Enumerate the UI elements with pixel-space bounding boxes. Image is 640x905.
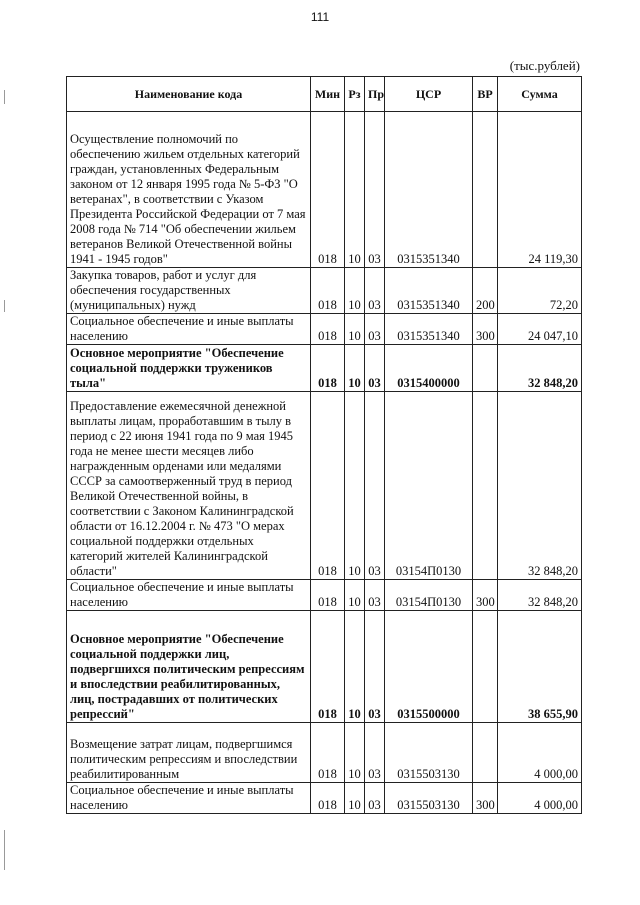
row-csr: 0315503130	[385, 783, 473, 814]
row-csr: 0315500000	[385, 611, 473, 723]
row-pr: 03	[365, 268, 385, 314]
row-pr: 03	[365, 611, 385, 723]
row-rz: 10	[345, 392, 365, 580]
row-name: Основное мероприятие "Обеспечение социальной поддержки тружеников тыла"	[67, 345, 311, 392]
row-rz: 10	[345, 580, 365, 611]
row-csr: 0315351340	[385, 268, 473, 314]
column-header-pr: Пр	[365, 77, 385, 112]
scan-mark	[4, 90, 5, 104]
row-csr: 0315351340	[385, 314, 473, 345]
row-name: Закупка товаров, работ и услуг для обеспечения государственных (муниципальных) нужд	[67, 268, 311, 314]
row-pr: 03	[365, 723, 385, 783]
scan-mark	[4, 300, 5, 312]
row-rz: 10	[345, 611, 365, 723]
row-vr: 200	[473, 268, 498, 314]
row-vr: 300	[473, 783, 498, 814]
table-row	[67, 112, 582, 268]
row-pr: 03	[365, 580, 385, 611]
row-sum: 24 047,10	[498, 314, 582, 345]
table-row	[67, 314, 582, 345]
row-name: Социальное обеспечение и иные выплаты населению	[67, 783, 311, 814]
row-min: 018	[311, 268, 345, 314]
column-header-csr: ЦСР	[385, 77, 473, 112]
budget-table	[66, 76, 582, 814]
table-row	[67, 611, 582, 723]
row-min: 018	[311, 611, 345, 723]
row-csr: 0315400000	[385, 345, 473, 392]
row-vr	[473, 723, 498, 783]
column-header-vr: ВР	[473, 77, 498, 112]
row-name: Основное мероприятие "Обеспечение социальной поддержки лиц, подвергшихся политическим репрессиям и впоследствии реабилитированных, лиц, пострадавших от политических репрессий"	[67, 611, 311, 723]
row-sum: 32 848,20	[498, 345, 582, 392]
table-header-row	[67, 77, 582, 112]
row-name: Социальное обеспечение и иные выплаты населению	[67, 580, 311, 611]
row-csr: 0315351340	[385, 112, 473, 268]
row-pr: 03	[365, 112, 385, 268]
row-pr: 03	[365, 392, 385, 580]
row-sum: 32 848,20	[498, 392, 582, 580]
column-header-sum: Сумма	[498, 77, 582, 112]
units-label: (тыс.рублей)	[509, 58, 580, 73]
row-vr	[473, 345, 498, 392]
row-sum: 4 000,00	[498, 723, 582, 783]
table-row	[67, 392, 582, 580]
row-rz: 10	[345, 314, 365, 345]
table-row	[67, 268, 582, 314]
row-pr: 03	[365, 314, 385, 345]
table-row	[67, 723, 582, 783]
row-vr: 300	[473, 314, 498, 345]
column-header-name: Наименование кода	[67, 77, 311, 112]
row-min: 018	[311, 723, 345, 783]
row-min: 018	[311, 392, 345, 580]
row-sum: 72,20	[498, 268, 582, 314]
row-pr: 03	[365, 783, 385, 814]
table-row	[67, 783, 582, 814]
column-header-rz: Рз	[345, 77, 365, 112]
row-min: 018	[311, 783, 345, 814]
row-name: Предоставление ежемесячной денежной выплаты лицам, проработавшим в тылу в период с 22 июня 1941 года по 9 мая 1945 года не менее шести месяцев либо награжденным орденами или медалями СССР за самоотверженный труд в период Великой Отечественной войны, в соответствии с Законом Калининградской области от 16.12.2004 г. № 473 "О мерах социальной поддержки отдельных категорий жителей Калининградской области"	[67, 392, 311, 580]
row-vr	[473, 112, 498, 268]
row-rz: 10	[345, 345, 365, 392]
row-name: Возмещение затрат лицам, подвергшимся политическим репрессиям и впоследствии реабилитированным	[67, 723, 311, 783]
row-sum: 4 000,00	[498, 783, 582, 814]
row-name: Социальное обеспечение и иные выплаты населению	[67, 314, 311, 345]
row-vr	[473, 611, 498, 723]
row-rz: 10	[345, 112, 365, 268]
row-pr: 03	[365, 345, 385, 392]
row-rz: 10	[345, 783, 365, 814]
row-name: Осуществление полномочий по обеспечению жильем отдельных категорий граждан, установленных Федеральным законом от 12 января 1995 года № 5-ФЗ "О ветеранах", в соответствии с Указом Президента Российской Федерации от 7 мая 2008 года № 714 "Об обеспечении жильем ветеранов Великой Отечественной войны 1941 - 1945 годов"	[67, 112, 311, 268]
table-row	[67, 345, 582, 392]
row-csr: 03154П0130	[385, 392, 473, 580]
row-vr: 300	[473, 580, 498, 611]
row-rz: 10	[345, 723, 365, 783]
row-sum: 24 119,30	[498, 112, 582, 268]
row-csr: 03154П0130	[385, 580, 473, 611]
row-min: 018	[311, 345, 345, 392]
column-header-min: Мин	[311, 77, 345, 112]
row-sum: 32 848,20	[498, 580, 582, 611]
scan-mark	[4, 830, 5, 870]
row-csr: 0315503130	[385, 723, 473, 783]
row-min: 018	[311, 112, 345, 268]
table-row	[67, 580, 582, 611]
row-min: 018	[311, 314, 345, 345]
row-rz: 10	[345, 268, 365, 314]
row-min: 018	[311, 580, 345, 611]
row-sum: 38 655,90	[498, 611, 582, 723]
row-vr	[473, 392, 498, 580]
page-number: 111	[310, 10, 330, 24]
